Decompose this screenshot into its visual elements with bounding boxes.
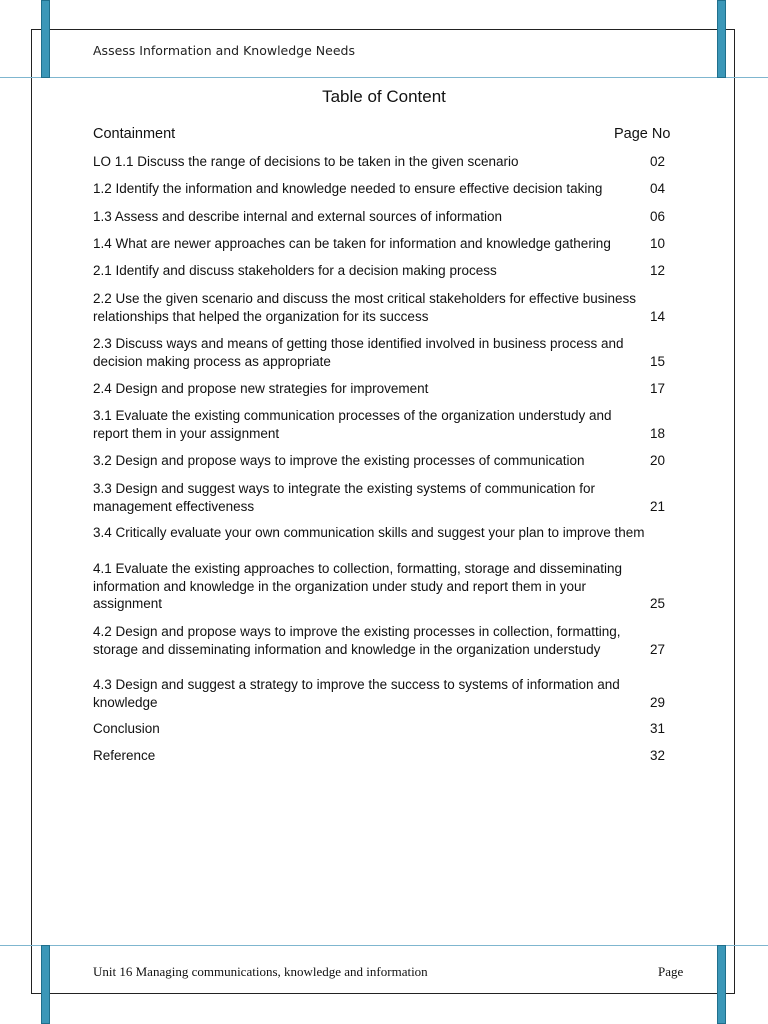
toc-entry — [93, 623, 675, 658]
toc-entry-text: Reference — [93, 748, 156, 763]
toc-entry — [93, 480, 675, 515]
toc-entry-text: 2.4 Design and propose new strategies for improvement — [93, 381, 429, 396]
toc-entry-page: 15 — [649, 353, 665, 369]
toc-entry-page: 25 — [649, 596, 665, 611]
toc-entry-text: LO 1.1 Discuss the range of decisions to be taken in the given scenario — [93, 154, 519, 169]
footer-left-bar — [41, 945, 50, 1024]
header-right-bar — [717, 0, 726, 78]
toc-entry — [93, 560, 675, 613]
header-left-bar — [41, 0, 50, 78]
toc-entry — [93, 153, 675, 171]
toc-entry-page: 04 — [649, 181, 665, 196]
header-title: Assess Information and Knowledge Needs — [93, 43, 355, 58]
toc-entry-page: 14 — [649, 308, 665, 324]
toc-entry-text: 3.1 Evaluate the existing communication processes of the organization understudy and report them in your assignment — [93, 408, 612, 441]
footer-rule — [0, 945, 768, 946]
toc-entry — [93, 676, 675, 711]
toc-column-containment: Containment — [93, 126, 176, 142]
toc-entry-text: 3.4 Critically evaluate your own communication skills and suggest your plan to improve them — [93, 525, 645, 540]
toc-entry-page: 18 — [649, 425, 665, 441]
footer-title: Unit 16 Managing communications, knowledge and information — [93, 964, 428, 979]
toc-entry-text: 1.4 What are newer approaches can be taken for information and knowledge gathering — [93, 236, 611, 251]
toc-entry — [93, 452, 675, 470]
toc-entry-text: 4.1 Evaluate the existing approaches to collection, formatting, storage and disseminating information and knowledge in the organization under study and report them in your assignment — [93, 561, 623, 611]
toc-entry-page: 06 — [649, 209, 665, 224]
header-rule — [0, 77, 768, 78]
toc-entry — [93, 380, 675, 398]
toc-entry-text: 2.1 Identify and discuss stakeholders for a decision making process — [93, 263, 497, 278]
toc-entry-page: 20 — [649, 453, 665, 468]
toc-entry-text: 2.3 Discuss ways and means of getting those identified involved in business process and decision making process as appropriate — [93, 336, 624, 369]
toc-entry — [93, 524, 675, 542]
toc-entry-text: 4.2 Design and propose ways to improve the existing processes in collection, formatting, storage and disseminating information and knowledge in the organization understudy — [93, 624, 621, 657]
toc-entry — [93, 262, 675, 280]
toc-entry-page: 17 — [649, 381, 665, 396]
toc-entry-text: 1.2 Identify the information and knowledge needed to ensure effective decision taking — [93, 181, 603, 196]
toc-entry-page: 12 — [649, 263, 665, 278]
toc-entry — [93, 407, 675, 442]
toc-entry-page: 31 — [649, 721, 665, 736]
toc-entry-text: 2.2 Use the given scenario and discuss the most critical stakeholders for effective business relationships that helped the organization for its success — [93, 291, 637, 324]
toc-entry-page: 29 — [649, 694, 665, 710]
toc-column-page-no: Page No — [614, 126, 671, 142]
toc-entry — [93, 235, 675, 253]
toc-entry-text: 3.3 Design and suggest ways to integrate the existing systems of communication for management effectiveness — [93, 481, 596, 514]
toc-entry — [93, 720, 675, 738]
footer-page-label: Page — [658, 964, 684, 979]
toc-entry-page: 21 — [649, 498, 665, 514]
toc-entry — [93, 747, 675, 765]
toc-entry — [93, 335, 675, 370]
footer-right-bar — [717, 945, 726, 1024]
toc-entry-text: Conclusion — [93, 721, 160, 736]
toc-entry-page: 10 — [649, 236, 665, 251]
toc-entry-text: 4.3 Design and suggest a strategy to improve the success to systems of information and knowledge — [93, 677, 620, 710]
toc-entry-page: 27 — [649, 641, 665, 657]
toc-entry — [93, 208, 675, 226]
toc-entry-text: 1.3 Assess and describe internal and external sources of information — [93, 209, 502, 224]
toc-entry — [93, 180, 675, 198]
toc-entry-page: 02 — [649, 154, 665, 169]
toc-entry-page: 32 — [649, 748, 665, 763]
toc-entry-text: 3.2 Design and propose ways to improve the existing processes of communication — [93, 453, 585, 468]
toc-entry — [93, 290, 675, 325]
toc-title: Table of Content — [322, 87, 446, 106]
